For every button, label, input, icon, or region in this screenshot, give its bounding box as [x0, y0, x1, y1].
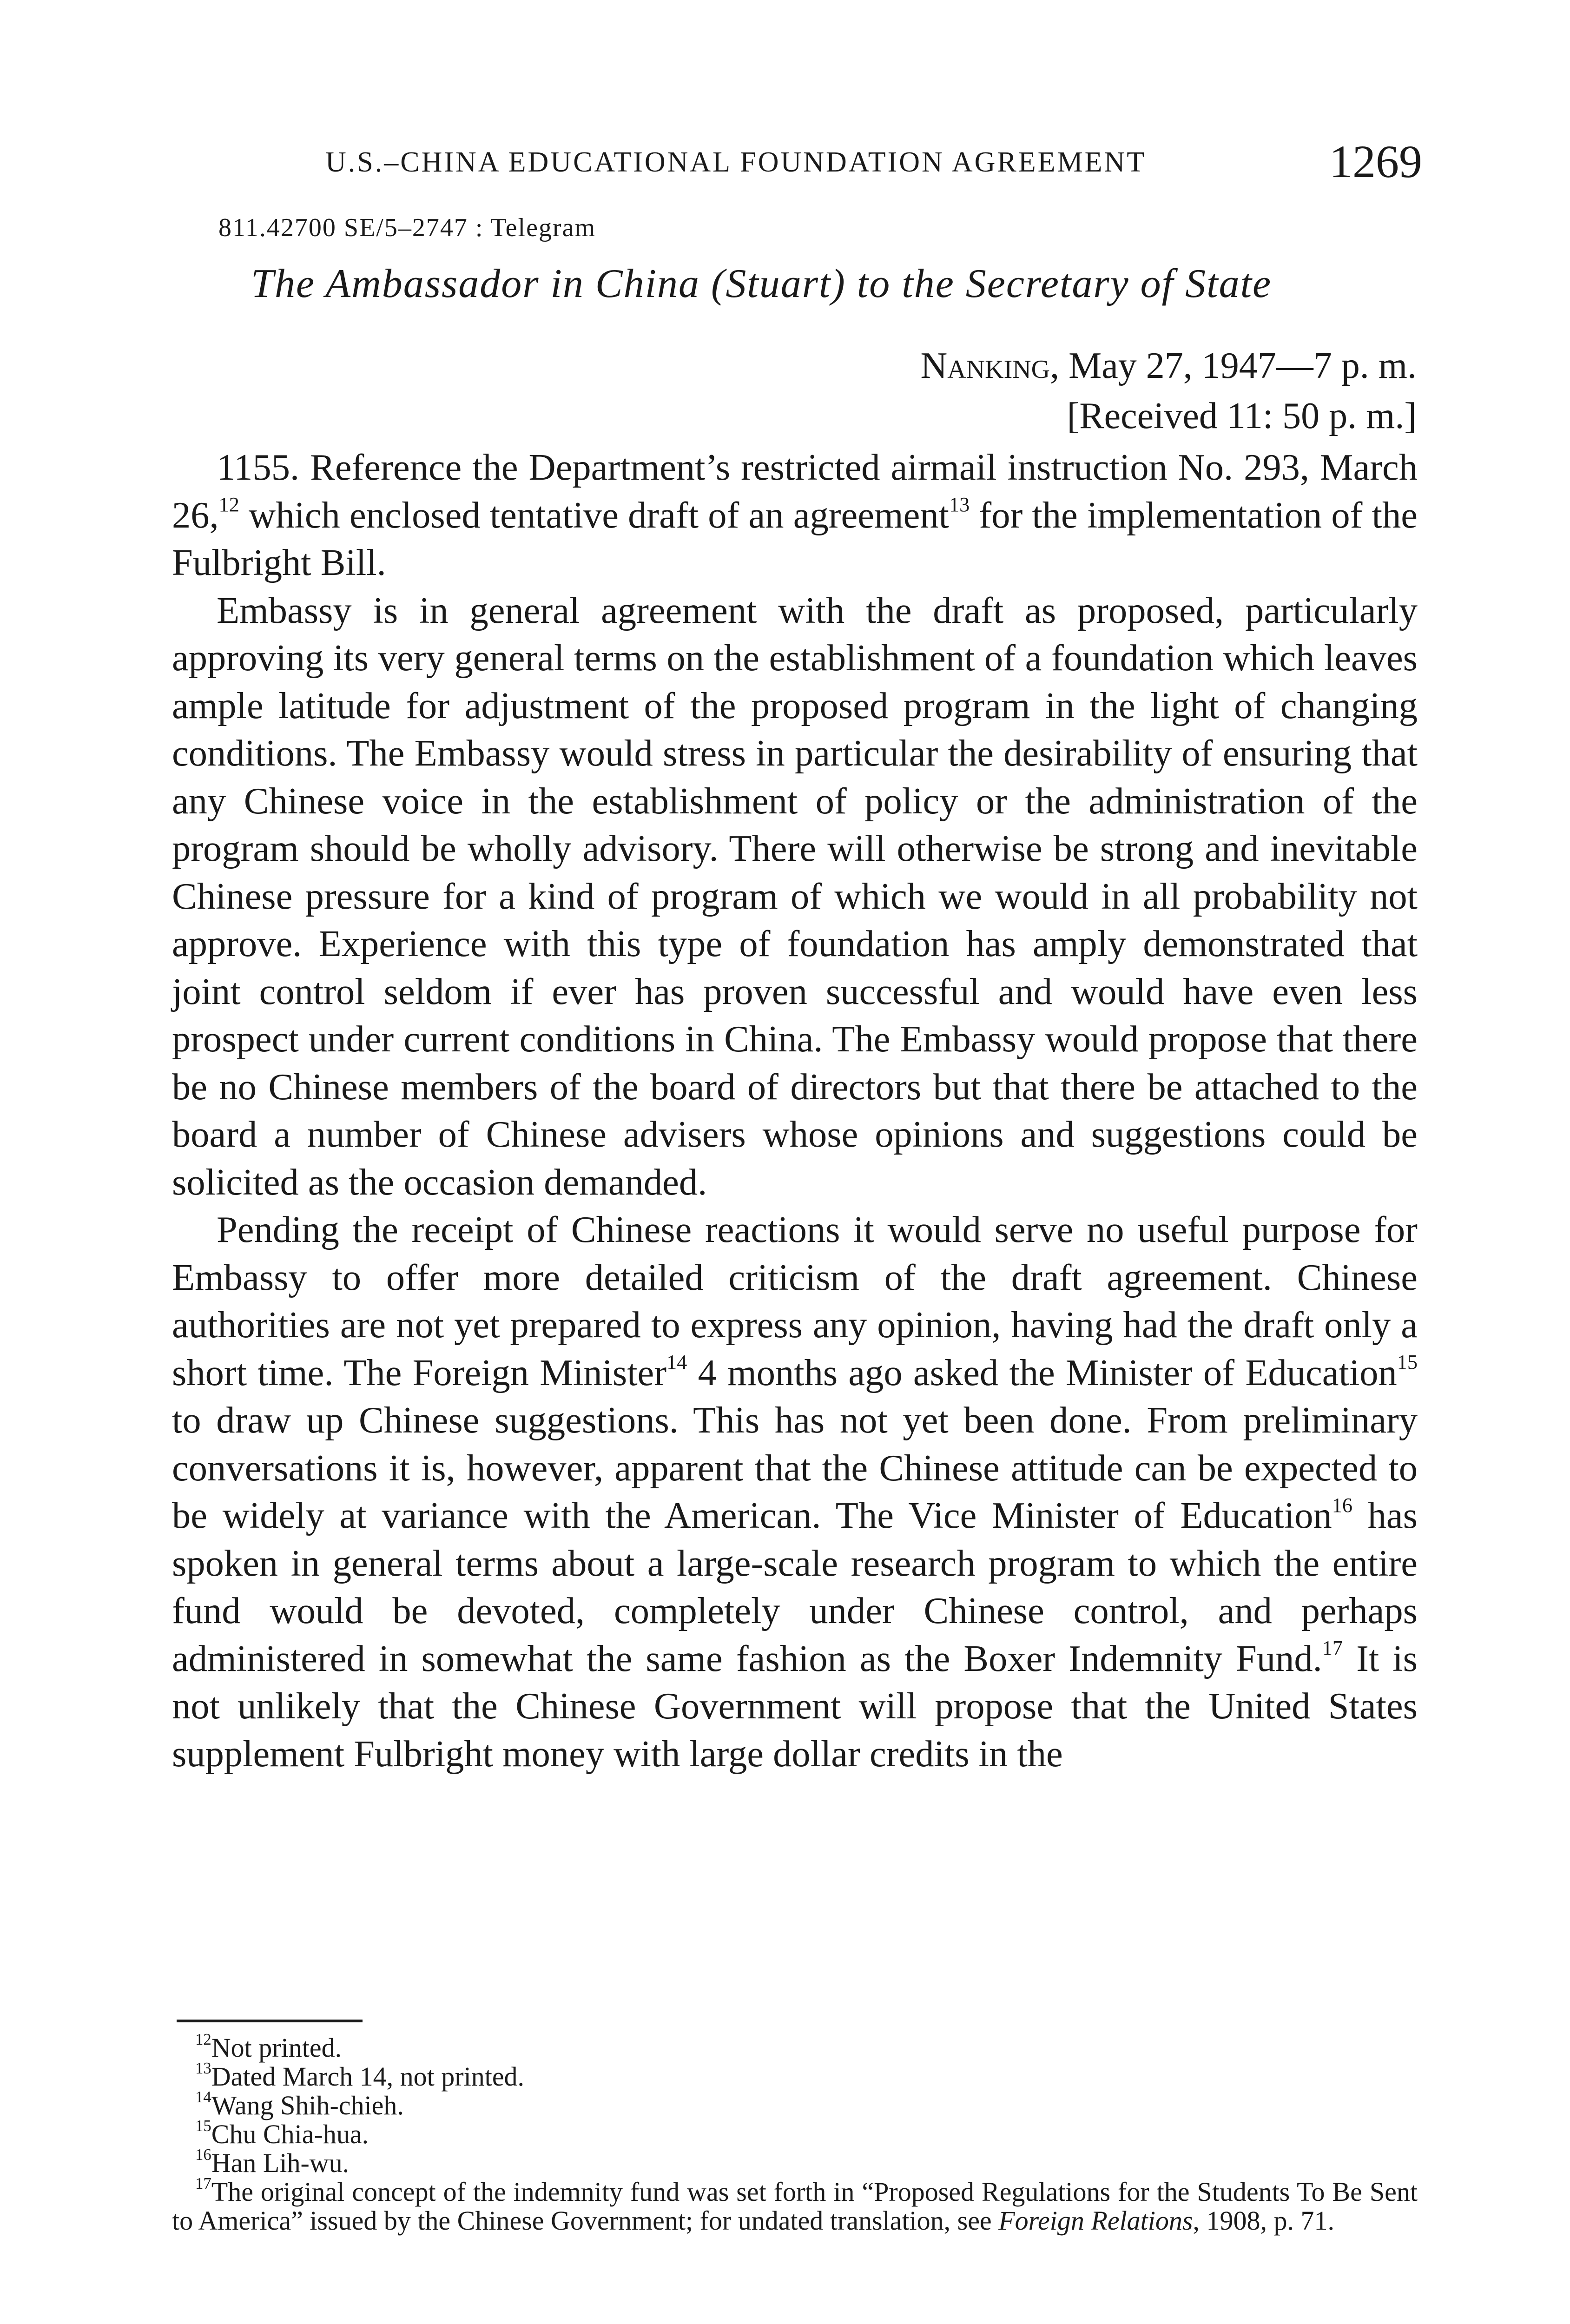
dateline-date: , May 27, 1947—7 p. m.: [1050, 345, 1417, 386]
footnote-number: 15: [195, 2117, 211, 2135]
paragraph-1-text-b: which enclosed tentative draft of an agreement: [239, 494, 949, 536]
footnote-14: [172, 2088, 1418, 2120]
footnote-text: Wang Shih-chieh.: [211, 2090, 404, 2120]
footnotes: [172, 2030, 1418, 2236]
document-title: The Ambassador in China (Stuart) to the Secretary of State: [251, 261, 1272, 306]
footnote-number: 13: [195, 2059, 211, 2078]
paragraph-1: [172, 444, 1418, 587]
footnote-number: 17: [195, 2174, 211, 2193]
footnote-ref-13: 13: [949, 493, 970, 516]
paragraph-3-text-c: to draw up Chinese suggestions. This has not yet been done. From preliminary conversations it is, however, apparent that the Chinese attitude can be expected to be widely at variance with the American. The Vice Minister of Education: [172, 1400, 1418, 1536]
running-title: U.S.–CHINA EDUCATIONAL FOUNDATION AGREEMENT: [325, 146, 1147, 178]
paragraph-1-text-a: 1155. Reference the Department’s restricted airmail instruction No. 293, March 26,: [172, 447, 1418, 536]
footnote-16: [172, 2146, 1418, 2178]
paragraph-2: Embassy is in general agreement with the draft as proposed, particularly approving its very general terms on the establishment of a foundation which leaves ample latitude for adjustment of the proposed program in the light of changing conditions. The Embassy would stress in particular the desirability of ensuring that any Chinese voice in the establishment of policy or the administration of the program should be wholly advisory. There will otherwise be strong and inevitable Chinese pressure for a kind of program of which we would in all probability not approve. Experience with this type of foundation has amply demonstrated that joint control seldom if ever has proven successful and would have even less prospect under current conditions in China. The Embassy would propose that there be no Chinese members of the board of directors but that there be attached to the board a number of Chinese advisers whose opinions and suggestions could be solicited as the occasion demanded.: [172, 589, 1418, 1203]
paragraph-3-text-a: Pending the receipt of Chinese reactions it would serve no useful purpose for Embassy to offer more detailed criticism of the draft agreement. Chinese authorities are not yet prepared to express any opinion, having had the draft only a short time. The Foreign Minister: [172, 1209, 1418, 1393]
footnote-number: 16: [195, 2146, 211, 2164]
running-head: [325, 135, 1422, 186]
footnote-number: 12: [195, 2030, 211, 2049]
footnote-ref-16: 16: [1332, 1493, 1352, 1517]
footnote-text: , 1908, p. 71.: [1193, 2205, 1334, 2236]
paragraph-3-text-d: has spoken in general terms about a large-scale research program to which the entire fund would be devoted, completely under Chinese control, and perhaps administered in somewhat the same fashion as the Boxer Indemnity Fund.: [172, 1495, 1418, 1679]
paragraph-3-text-b: 4 months ago asked the Minister of Education: [687, 1352, 1397, 1393]
paragraph-1-text-c: for the implementation of the Fulbright Bill.: [172, 494, 1418, 583]
footnote-ref-17: 17: [1322, 1637, 1343, 1660]
footnote-text: Not printed.: [211, 2033, 342, 2063]
footnote-text: The original concept of the indemnity fund was set forth in “Proposed Regulations for the Students To Be Sent to America” issued by the Chinese Government; for undated translation, see: [172, 2177, 1418, 2236]
footnote-number: 14: [195, 2088, 211, 2106]
received-time: [Received 11: 50 p. m.]: [1067, 396, 1417, 436]
footnote-text: Han Lih-wu.: [211, 2148, 350, 2178]
footnote-divider: [177, 2020, 363, 2022]
telegram-body: [172, 444, 1418, 1778]
paragraph-3-text-e: It is not unlikely that the Chinese Government will propose that the United States supplement Fulbright money with large dollar credits in the: [172, 1637, 1418, 1775]
page-number: 1269: [1329, 136, 1422, 187]
footnote-17: [172, 2174, 1418, 2236]
footnote-ref-14: 14: [666, 1351, 687, 1374]
paragraph-3: [172, 1206, 1418, 1778]
footnote-15: [172, 2117, 1418, 2149]
footnote-ref-12: 12: [218, 493, 239, 516]
footnote-13: [172, 2059, 1418, 2092]
footnote-text: Chu Chia-hua.: [211, 2119, 369, 2149]
footnote-citation-title: Foreign Relations: [998, 2205, 1193, 2236]
footnote-text: Dated March 14, not printed.: [211, 2061, 525, 2092]
footnote-12: [172, 2030, 1418, 2063]
file-reference: 811.42700 SE/5–2747 : Telegram: [218, 213, 596, 242]
dateline: [920, 345, 1417, 387]
dateline-place: Nanking: [920, 345, 1050, 386]
footnote-ref-15: 15: [1397, 1351, 1418, 1374]
